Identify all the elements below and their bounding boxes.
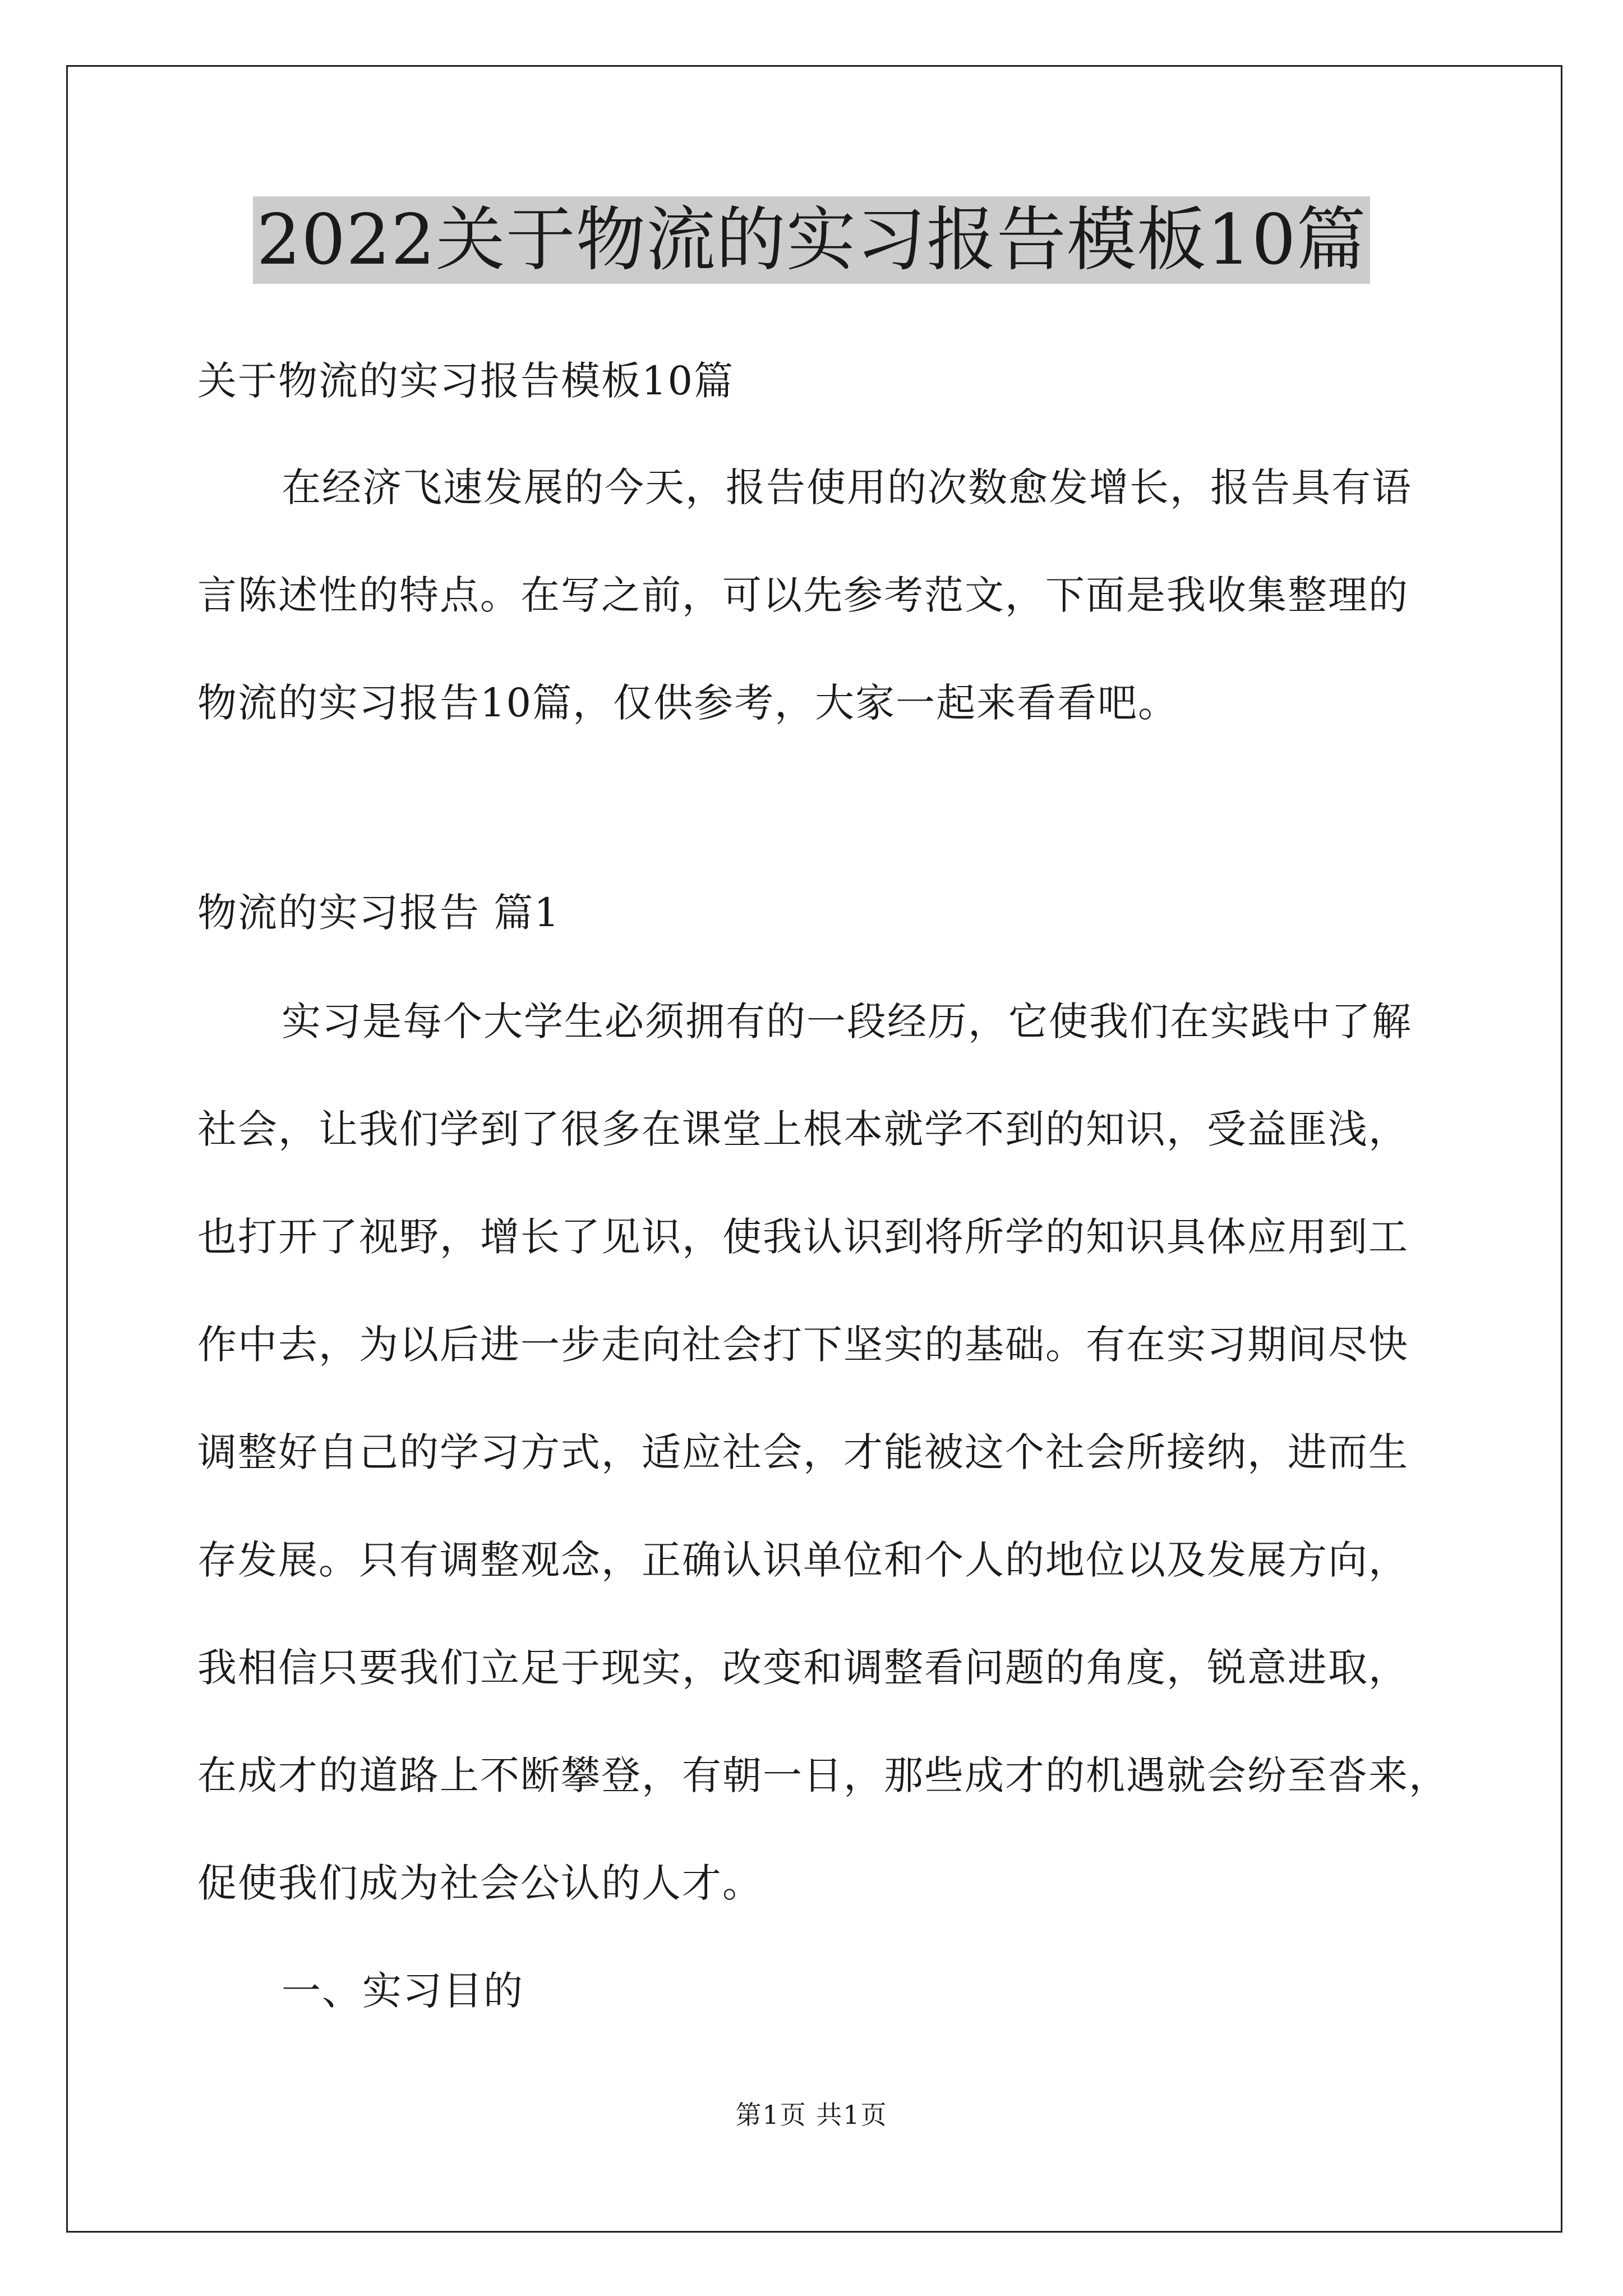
body-line-5: 调整好自己的学习方式，适应社会，才能被这个社会所接纳，进而生 xyxy=(197,1429,1409,1475)
body-line-9: 促使我们成为社会公认的人才。 xyxy=(197,1860,763,1906)
document-title-wrap xyxy=(0,196,1623,284)
body-line-2: 社会，让我们学到了很多在课堂上根本就学不到的知识，受益匪浅， xyxy=(197,1106,1409,1152)
intro-line-2: 言陈述性的特点。在写之前，可以先参考范文，下面是我收集整理的 xyxy=(197,572,1409,618)
subtitle: 关于物流的实习报告模板10篇 xyxy=(197,358,735,404)
document-title: 2022关于物流的实习报告模板10篇 xyxy=(253,196,1370,284)
body-line-7: 我相信只要我们立足于现实，改变和调整看问题的角度，锐意进取， xyxy=(197,1645,1409,1691)
body-line-4: 作中去，为以后进一步走向社会打下坚实的基础。有在实习期间尽快 xyxy=(197,1322,1409,1368)
body-line-8: 在成才的道路上不断攀登，有朝一日，那些成才的机遇就会纷至沓来， xyxy=(197,1752,1449,1798)
body-line-3: 也打开了视野，增长了见识，使我认识到将所学的知识具体应用到工 xyxy=(197,1214,1409,1260)
subheading: 一、实习目的 xyxy=(282,1968,524,2014)
intro-line-3: 物流的实习报告10篇，仅供参考，大家一起来看看吧。 xyxy=(197,680,1179,726)
page-footer: 第1页 共1页 xyxy=(735,2100,888,2130)
body-line-6: 存发展。只有调整观念，正确认识单位和个人的地位以及发展方向， xyxy=(197,1537,1409,1583)
intro-line-1: 在经济飞速发展的今天，报告使用的次数愈发增长，报告具有语 xyxy=(282,464,1412,510)
body-line-1: 实习是每个大学生必须拥有的一段经历，它使我们在实践中了解 xyxy=(282,999,1412,1045)
section-heading: 物流的实习报告 篇1 xyxy=(197,890,560,936)
